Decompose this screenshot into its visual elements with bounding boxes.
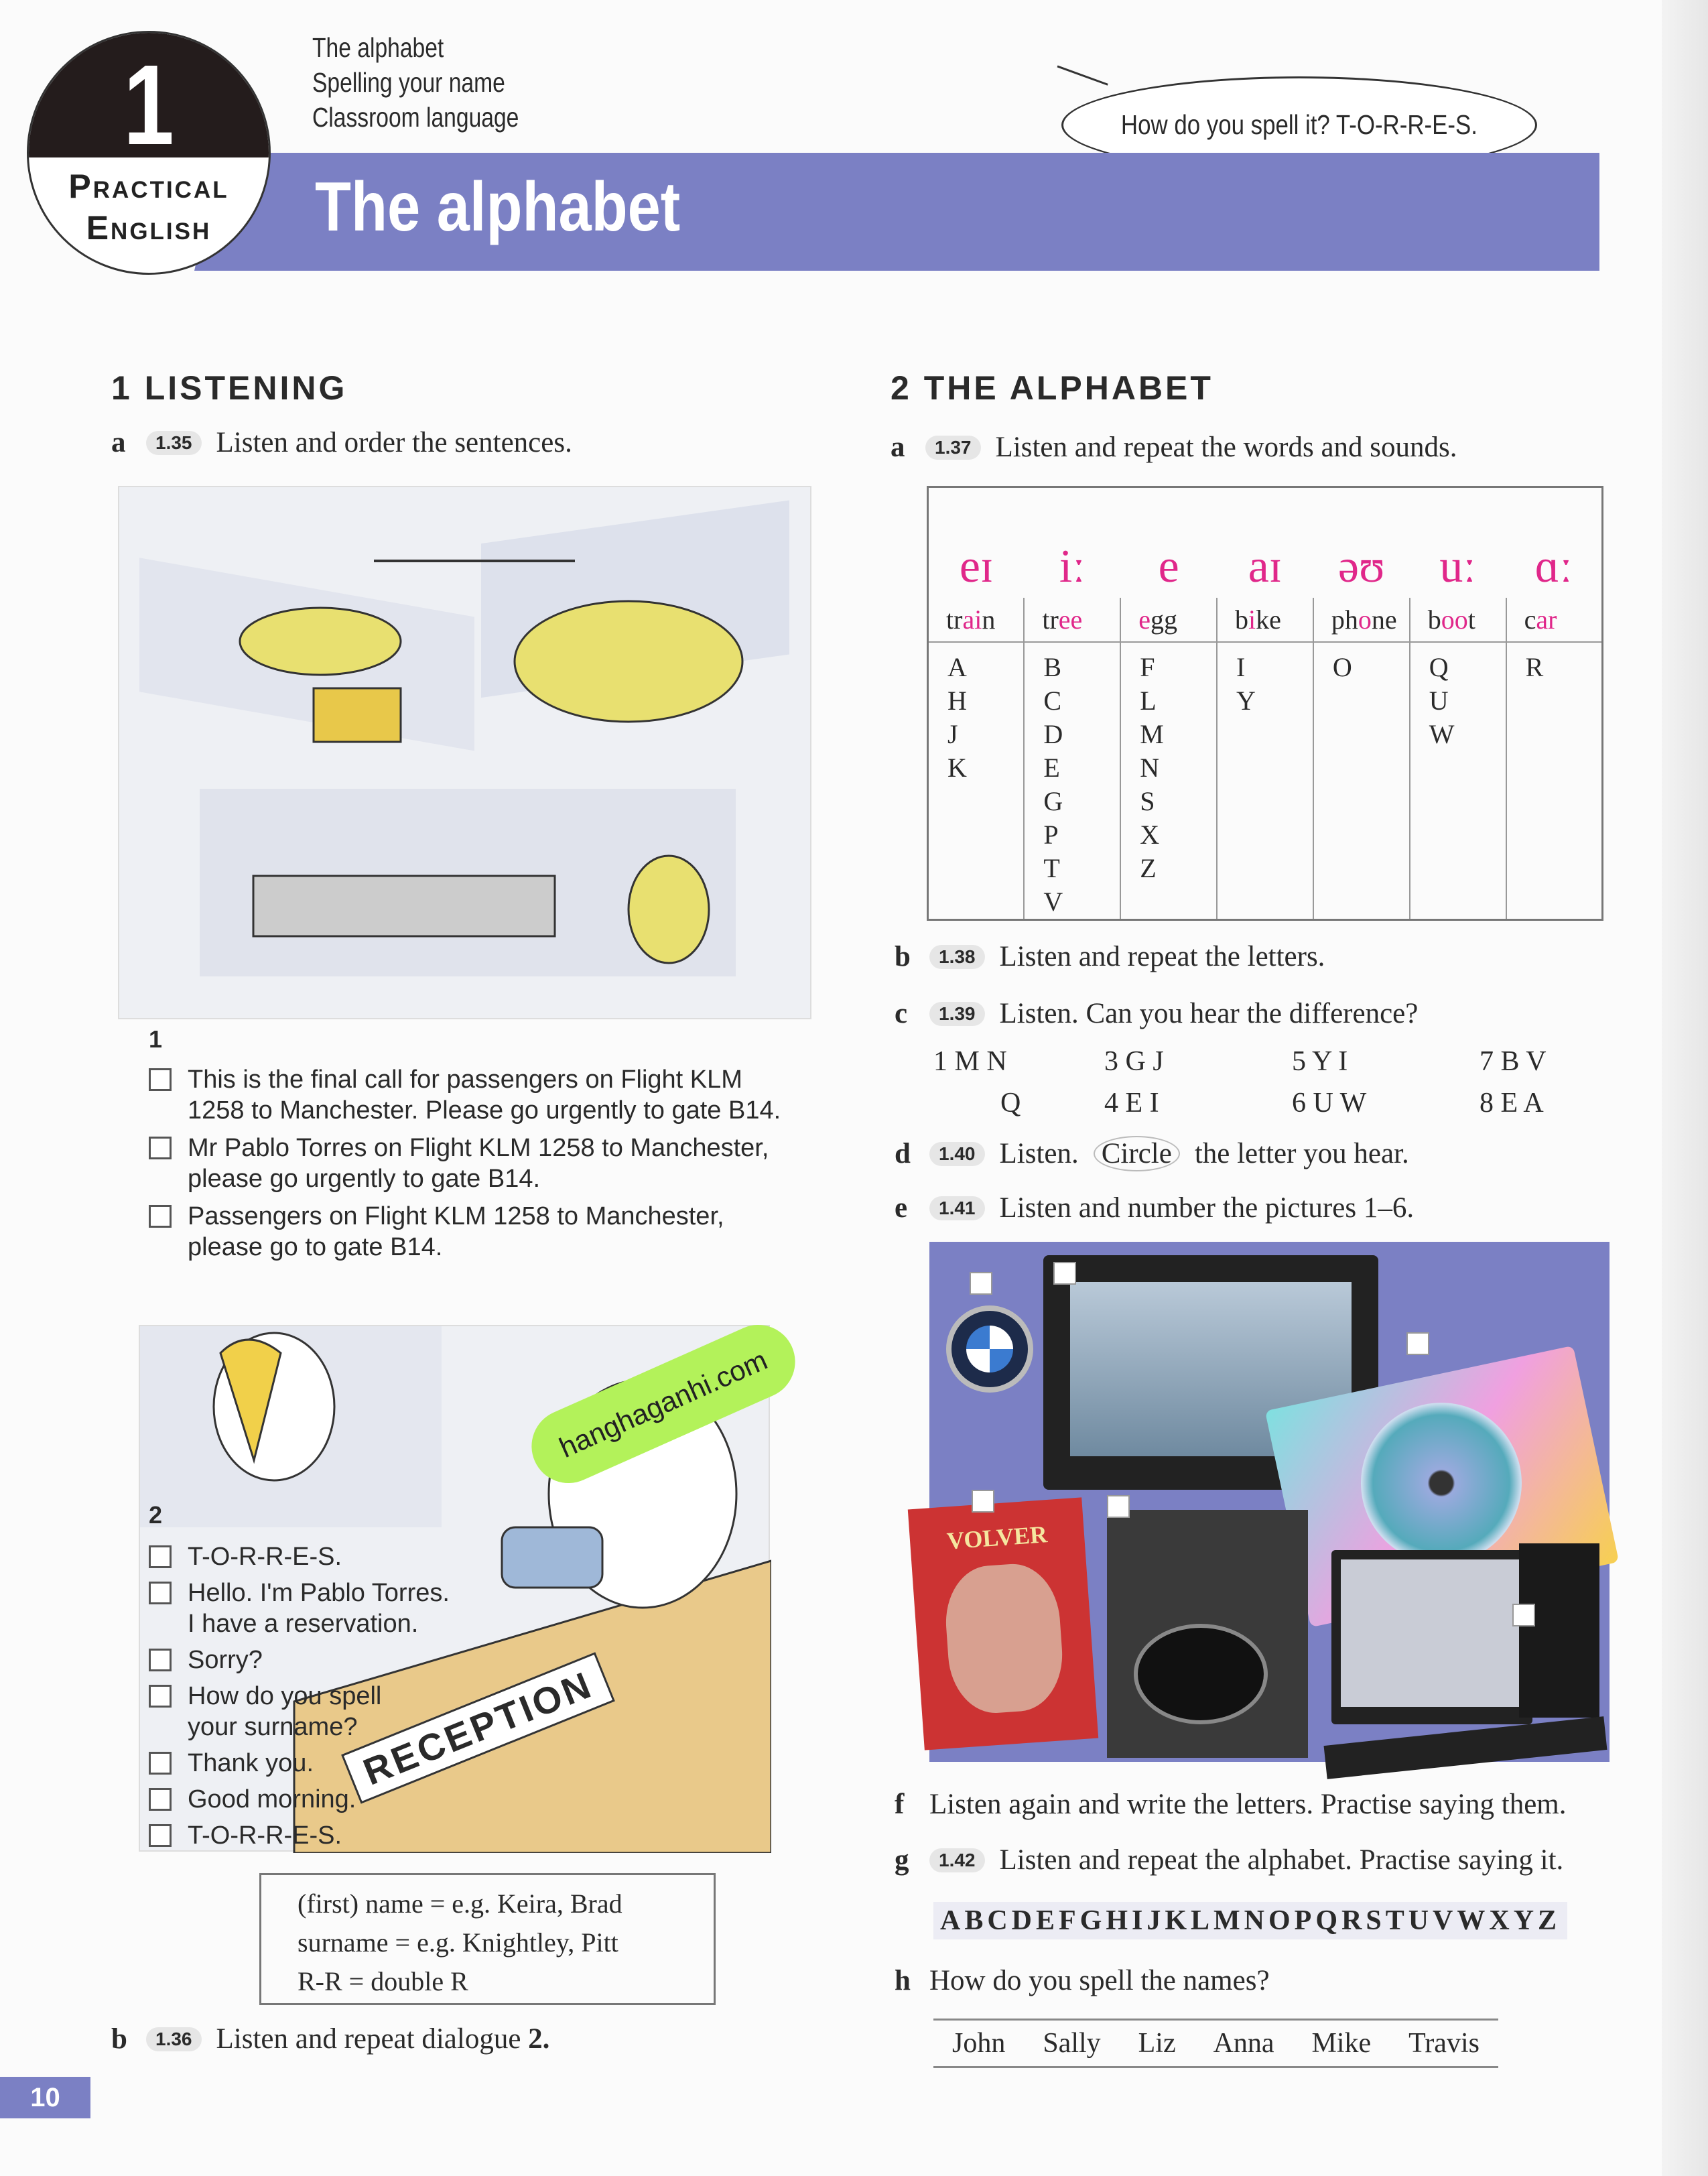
task-2a [891,431,1457,464]
item-line: Passengers on Flight KLM 1258 to Manchester, [188,1202,724,1230]
dialogue1-list [149,1064,781,1263]
sound-letters [1506,642,1603,920]
letter: U [1429,685,1449,716]
word-part: n [982,604,996,635]
task-text: Listen and repeat the words and sounds. [995,432,1457,463]
computer-photo [1331,1550,1532,1724]
letter: X [1140,819,1160,850]
sound-picture [1410,487,1506,598]
task-letter: g [895,1844,909,1876]
dialogue2-list [149,1541,450,1851]
item-line: 1258 to Manchester. Please go urgently to gate B14. [188,1096,781,1125]
letter: K [947,752,967,783]
order-checkbox[interactable] [149,1752,172,1775]
unit-badge [27,31,271,275]
task-2f [895,1788,1567,1821]
letter-pair: 6 U W [1292,1088,1367,1118]
phonetic-symbol: iː [1059,540,1086,592]
dj-photo [1107,1510,1308,1758]
note-line: surname = e.g. Knightley, Pitt [298,1927,618,1958]
vocabulary-note-box [259,1873,716,2005]
topic-1: The alphabet [312,32,444,63]
sound-picture [1120,487,1217,598]
name-item: Mike [1311,2028,1372,2059]
letter: V [1043,886,1063,917]
letter: P [1043,819,1059,850]
sound-word [1217,598,1313,642]
letter: L [1140,685,1157,716]
task-text: Listen and repeat dialogue [216,2023,529,2055]
list-item [149,1784,450,1815]
list-item [149,1201,781,1263]
name-item: Liz [1138,2028,1176,2059]
letter: R [1525,651,1544,682]
word-highlight: ar [1536,604,1557,635]
audio-track-badge[interactable]: 1.40 [929,1142,985,1166]
letter: T [1043,852,1060,883]
audio-track-badge[interactable]: 1.37 [925,436,981,460]
word-highlight: i [1248,604,1256,635]
topic-2: Spelling your name [312,67,505,98]
word-part: b [1235,604,1249,635]
task-letter: d [895,1138,911,1169]
letter: J [947,718,958,749]
word-part: t [1467,604,1475,635]
task-text: the letter you hear. [1194,1138,1409,1169]
item-line: T-O-R-R-E-S. [188,1543,342,1571]
airport-scene-icon [119,487,813,1021]
task-text: Listen. Can you hear the difference? [999,998,1419,1029]
sound-picture [1217,487,1313,598]
word-highlight: ai [962,604,982,635]
order-checkbox[interactable] [149,1137,172,1159]
list-item [149,1748,450,1779]
list-item [149,1541,450,1572]
letter: I [1236,651,1246,682]
audio-track-badge[interactable]: 1.39 [929,1002,985,1026]
phonetic-symbol: əʊ [1338,540,1385,592]
dialogue1-number: 1 [149,1025,163,1053]
item-line: Thank you. [188,1749,314,1777]
word-highlight: e [1138,604,1151,635]
phonetic-symbol: aɪ [1248,540,1283,592]
task-letter: c [895,998,908,1029]
task-letter: e [895,1192,908,1224]
task-letter: b [111,2023,127,2055]
list-item [149,1578,450,1639]
letter: C [1043,685,1062,716]
task-2d [895,1136,1409,1171]
word-part: ph [1331,604,1358,635]
word-part: b [1427,604,1441,635]
list-item [149,1645,450,1675]
item-line: I have a reservation. [188,1610,419,1638]
name-item: John [951,2028,1006,2059]
letter-pair: 7 B V [1480,1046,1547,1077]
task-letter: a [111,427,126,458]
section1-heading: 1 LISTENING [111,369,348,407]
task-text-bold: 2. [528,2023,550,2055]
task-text: Listen and repeat the alphabet. Practise saying it. [999,1844,1564,1876]
task-2g [895,1844,1563,1876]
audio-track-badge[interactable]: 1.35 [146,431,202,455]
alphabet-strip: ABCDEFGHIJKLMNOPQRSTUVWXYZ [933,1902,1567,1939]
letter: Y [1236,685,1256,716]
keyboard [1324,1716,1607,1779]
task-text: Listen and number the pictures 1–6. [999,1192,1415,1224]
letter-pair: 1 M N [933,1046,1007,1077]
note-line: R-R = double R [298,1966,468,1996]
task-1b [111,2023,549,2055]
photo-collage [929,1242,1610,1762]
speech-bubble-text: How do you spell it? T-O-R-R-E-S. [1121,109,1477,140]
task-letter: h [895,1965,911,1996]
order-checkbox[interactable] [149,1649,172,1671]
letter-pair: 5 Y I [1292,1046,1348,1077]
order-checkbox[interactable] [149,1582,172,1604]
word-part: gg [1150,604,1177,635]
section2-heading: 2 THE ALPHABET [891,369,1213,407]
task-text: Listen and order the sentences. [216,427,572,458]
audio-track-badge[interactable]: 1.41 [929,1196,985,1220]
task-letter: b [895,941,911,972]
item-line: Hello. I'm Pablo Torres. [188,1579,450,1607]
series-line2: English [86,209,212,247]
bmw-logo-photo [946,1305,1033,1393]
letter: D [1043,718,1063,749]
letter: W [1429,718,1455,749]
letter-pairs-row1 [933,1045,1547,1078]
number-box[interactable] [970,1272,992,1295]
task-2e [895,1192,1414,1224]
order-checkbox[interactable] [149,1788,172,1811]
audio-track-badge[interactable]: 1.42 [929,1848,985,1872]
number-box[interactable] [972,1490,994,1513]
audio-track-badge[interactable]: 1.38 [929,945,985,969]
computer-tower [1519,1543,1599,1718]
sound-word [928,598,1025,642]
letter-pair: 4 E I [1104,1088,1159,1118]
circled-word: Circle [1094,1136,1180,1171]
list-item [149,1064,781,1126]
letter-pair: Q [1000,1088,1021,1118]
name-item: Travis [1408,2028,1480,2059]
task-text: Listen again and write the letters. Practise saying them. [929,1789,1567,1820]
letter: Z [1140,852,1157,883]
sound-word [1410,598,1506,642]
names-list [933,2019,1498,2068]
letter: H [947,685,967,716]
item-line: Sorry? [188,1646,263,1674]
sound-word [1024,598,1120,642]
series-line1: Practical [68,168,229,205]
phonetic-symbol: eɪ [959,540,994,592]
item-line: T-O-R-R-E-S. [188,1821,342,1850]
task-letter: a [891,432,905,463]
airport-illustration [118,486,811,1019]
letter: Q [1429,651,1449,682]
task-text: Listen. [999,1138,1079,1169]
number-box[interactable] [1107,1495,1130,1518]
number-box[interactable] [1512,1604,1535,1626]
phonetic-symbol: e [1158,540,1179,592]
sound-picture [1024,487,1120,598]
page-edge [1662,0,1708,2176]
dvd-cover-photo [908,1497,1098,1750]
letter: E [1043,752,1060,783]
word-part: tr [946,604,963,635]
sounds-table [927,486,1603,921]
item-line: Good morning. [188,1785,356,1813]
item-line: Mr Pablo Torres on Flight KLM 1258 to Manchester, [188,1134,769,1162]
word-highlight: ee [1058,604,1083,635]
word-part: ne [1371,604,1397,635]
word-highlight: oo [1441,604,1468,635]
name-item: Sally [1043,2028,1101,2059]
page-number: 10 [0,2077,90,2118]
task-2c [895,997,1418,1030]
letter: M [1140,718,1164,749]
order-checkbox[interactable] [149,1205,172,1228]
order-checkbox[interactable] [149,1824,172,1847]
letter: N [1140,752,1160,783]
item-line: This is the final call for passengers on Flight KLM [188,1066,742,1094]
letter: A [947,651,967,682]
task-text: How do you spell the names? [929,1965,1270,1996]
audio-track-badge[interactable]: 1.36 [146,2027,202,2051]
order-checkbox[interactable] [149,1545,172,1568]
sound-word [1506,598,1603,642]
sound-word [1120,598,1217,642]
unit-number: 1 [123,42,174,169]
sound-letters [1410,642,1506,920]
letter-pair: 8 E A [1480,1088,1544,1118]
number-box[interactable] [1053,1262,1076,1285]
task-1a [111,426,572,459]
sound-letters [1217,642,1313,920]
sound-letters [1024,642,1120,920]
order-checkbox[interactable] [149,1685,172,1708]
word-part: ke [1256,604,1281,635]
letter-pair: 3 G J [1104,1046,1164,1077]
sound-letters [1120,642,1217,920]
task-2h [895,1964,1270,1997]
word-part: c [1524,604,1536,635]
item-line: please go to gate B14. [188,1233,443,1261]
sound-letters [1313,642,1410,920]
order-checkbox[interactable] [149,1068,172,1091]
sound-picture [1506,487,1603,598]
word-part: tr [1042,604,1059,635]
phonetic-symbol: ɑː [1534,540,1573,592]
list-item [149,1133,781,1194]
number-box[interactable] [1406,1332,1429,1355]
letter: O [1332,651,1352,682]
name-item: Anna [1213,2028,1274,2059]
sound-word [1313,598,1410,642]
letter: F [1140,651,1155,682]
word-highlight: o [1358,604,1372,635]
sound-letters [928,642,1025,920]
task-text: Listen and repeat the letters. [999,941,1325,972]
sound-picture [1313,487,1410,598]
watermark: hanghaganhi.com [520,1313,807,1494]
reception-sign: RECEPTION [341,1652,615,1803]
topic-3: Classroom language [312,102,519,133]
page-title: The alphabet [315,168,681,246]
letter: S [1140,785,1155,816]
note-line: (first) name = e.g. Keira, Brad [298,1889,622,1919]
item-line: please go urgently to gate B14. [188,1165,541,1193]
dvd-title: VOLVER [945,1521,1049,1555]
dialogue2-number: 2 [149,1501,163,1529]
item-line: your surname? [188,1713,358,1741]
phonetic-symbol: uː [1439,540,1476,592]
task-2b [895,940,1325,973]
letter-pairs-row2 [933,1087,1544,1119]
list-item [149,1820,450,1851]
item-line: How do you spell [188,1682,382,1710]
task-letter: f [895,1789,905,1820]
letter: B [1043,651,1062,682]
letter: G [1043,785,1063,816]
list-item [149,1681,450,1742]
sound-picture [928,487,1025,598]
